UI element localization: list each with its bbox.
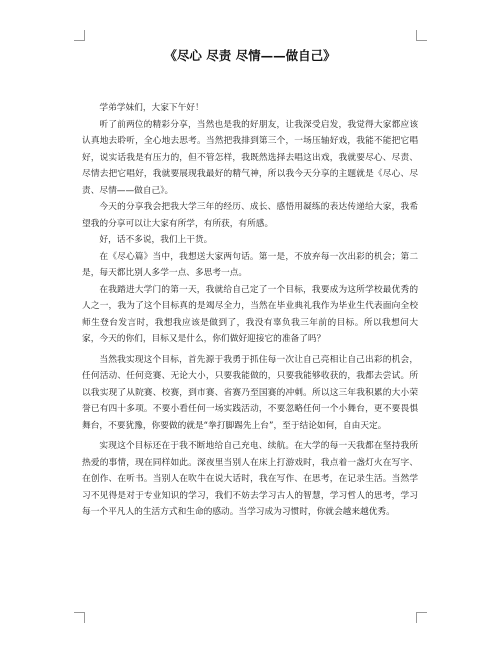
paragraph: 在《尽心篇》当中，我想送大家两句话。第一是，不放弃每一次出彩的机会；第二是，每天都比别人多学一点、多思考一点。 — [82, 251, 418, 278]
paragraph: 实现这个目标还在于我不断地给自己充电、续航。在大学的每一天我都在坚持我所热爱的事情，现在同样如此。深夜里当别人在床上打游戏时，我点着一盏灯火在写字、在创作、在听书。当别人在吹牛在说大话时，我在写作、在思考，在记录生活。当然学习不见得是对于专业知识的学习，我们不妨去学习古人的智慧，学习哲人的思考，学习每一个平凡人的生活方式和生命的感动。当学习成为习惯时，你就会越来越优秀。 — [82, 441, 418, 517]
document-body — [82, 100, 418, 521]
paragraph: 在我踏进大学门的第一天，我就给自己定了一个目标，我要成为这所学校最优秀的人之一，我为了这个目标真的是竭尽全力，当然在毕业典礼我作为毕业生代表面向全校师生登台发言时，我想我应该是做到了，我没有辜负我三年前的目标。所以我想问大家，今天的你们，目标又是什么，你们做好迎接它的准备了吗？ — [82, 284, 418, 344]
paragraph-greeting: 学弟学妹们，大家下午好！ — [99, 103, 204, 113]
page-corner-mark-top-right — [416, 30, 427, 41]
paragraph: 好，话不多说，我们上干货。 — [99, 235, 213, 245]
paragraph: 今天的分享我会把我大学三年的经历、成长、感悟用凝练的表达传递给大家，我希望我的分享可以让大家有所学，有所获，有所感。 — [82, 202, 418, 229]
page-corner-mark-bottom-right — [416, 612, 427, 623]
paragraph: 当然我实现这个目标，首先源于我勇于抓住每一次让自己亮相让自己出彩的机会，任何活动、任何竞赛、无论大小，只要我能做的，只要我能够收获的，我都去尝试。所以我实现了从院赛、校赛，到市赛、省赛乃至国赛的冲刺。所以这三年我积累的大小荣誉已有四十多项。不要小看任何一场实践活动，不要忽略任何一个小舞台，更不要畏惧舞台，不要犹豫，你要做的就是“拳打脚踢先上台”，至于结论如何，自由天定。 — [82, 354, 418, 431]
paragraph: 听了前两位的精彩分享，当然也是我的好朋友，让我深受启发，我觉得大家都应该认真地去聆听，全心地去思考。当然把我排到第三个，一场压轴好戏，我能不能把它唱好，说实话我是有压力的，但不管怎样，我既然选择去唱这出戏，我就要尽心、尽责、尽情去把它唱好，我就要展现我最好的精气神，所以我今天分享的主题就是《尽心、尽责、尽情——做自己》。 — [82, 119, 418, 196]
page-corner-mark-top-left — [74, 30, 85, 41]
page-corner-mark-bottom-left — [74, 612, 85, 623]
document-title: 《尽心 尽责 尽情——做自己》 — [164, 48, 336, 63]
